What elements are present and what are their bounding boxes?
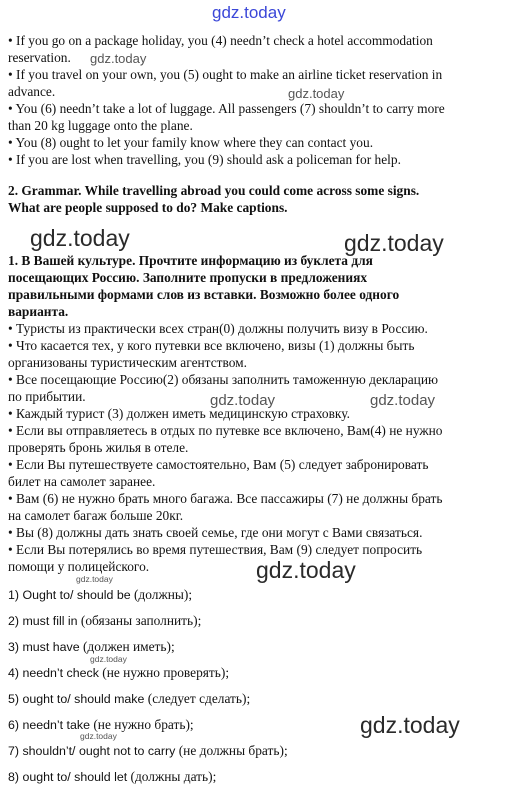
watermark: gdz.today [90, 51, 147, 66]
ru-heading: 1. В Вашей культуре. Прочтите информацию из буклета для [8, 253, 373, 268]
watermark: gdz.today [360, 712, 460, 738]
answer-ru: (не должны брать); [175, 743, 288, 758]
top-item-line: • You (6) needn’t take a lot of luggage. All passengers (7) shouldn’t to carry more [8, 101, 445, 116]
top-item-line: reservation. [8, 50, 71, 65]
watermark-top: gdz.today [212, 3, 286, 22]
watermark: gdz.today [80, 731, 117, 741]
watermark: gdz.today [288, 86, 345, 101]
answer-en: 8) ought to/ should let [8, 770, 128, 784]
ru-item-line: • Вы (8) должны дать знать своей семье, где они могут с Вами связаться. [8, 525, 423, 540]
answer-en: 3) must have [8, 640, 80, 654]
answer-item [8, 690, 250, 708]
top-item-line: • If you travel on your own, you (5) ought to make an airline ticket reservation in [8, 67, 443, 82]
watermark: gdz.today [210, 392, 276, 409]
watermark: gdz.today [370, 392, 436, 409]
answer-en: 7) shouldn’t/ ought not to carry [8, 744, 176, 758]
grammar-heading: 2. Grammar. While travelling abroad you could come across some signs. [8, 183, 420, 198]
ru-item-line: организованы туристическим агентством. [8, 355, 247, 370]
answer-en: 4) needn’t check [8, 666, 99, 680]
top-item-line: • You (8) ought to let your family know where they can contact you. [8, 135, 374, 150]
top-item-line: advance. [8, 84, 56, 99]
answer-ru: (следует сделать); [144, 691, 251, 706]
top-item-line: • If you go on a package holiday, you (4) needn’t check a hotel accommodation [8, 33, 433, 48]
answer-ru: (не нужно проверять); [98, 665, 230, 680]
answer-ru: (должен иметь); [79, 639, 175, 654]
ru-item-line: • Все посещающие Россию(2) обязаны заполнить таможенную декларацию [8, 372, 438, 387]
answer-en: 2) must fill in [8, 614, 78, 628]
top-item-line: than 20 kg luggage onto the plane. [8, 118, 193, 133]
answer-ru: (обязаны заполнить); [77, 613, 202, 628]
answer-item [8, 742, 288, 760]
watermark: gdz.today [90, 654, 127, 664]
ru-item-line: помощи у полицейского. [8, 559, 150, 574]
ru-item-line: проверять бронь жилья в отеле. [8, 440, 189, 455]
answer-item [8, 638, 175, 656]
answer-ru: (должны дать); [127, 769, 217, 784]
answer-ru: (должны); [130, 587, 193, 602]
ru-item-line: по прибытии. [8, 389, 86, 404]
ru-item-line: • Если Вы потерялись во время путешествия, Вам (9) следует попросить [8, 542, 423, 557]
ru-heading: варианта. [8, 304, 69, 319]
ru-item-line: • Если вы отправляетесь в отдых по путевке все включено, Вам(4) не нужно [8, 423, 443, 438]
ru-item-line: • Каждый турист (3) должен иметь медицинскую страховку. [8, 406, 350, 421]
ru-heading: посещающих Россию. Заполните пропуски в предложениях [8, 270, 368, 285]
ru-heading: правильными формами слов из вставки. Возможно более одного [8, 287, 400, 302]
ru-item-line: • Что касается тех, у кого путевки все включено, визы (1) должны быть [8, 338, 415, 353]
grammar-heading: What are people supposed to do? Make captions. [8, 200, 288, 215]
answer-en: 5) ought to/ should make [8, 692, 145, 706]
ru-item-line: • Если Вы путешествуете самостоятельно, Вам (5) следует забронировать [8, 457, 429, 472]
answer-item [8, 768, 216, 786]
answer-en: 6) needn’t take [8, 718, 90, 732]
watermark: gdz.today [30, 225, 130, 251]
watermark: gdz.today [256, 557, 356, 583]
watermark: gdz.today [76, 574, 113, 584]
ru-item-line: • Вам (6) не нужно брать много багажа. Все пассажиры (7) не должны брать [8, 491, 443, 506]
answer-item [8, 612, 201, 630]
answer-item [8, 716, 194, 734]
ru-item-line: на самолет багаж больше 20кг. [8, 508, 184, 523]
answer-en: 1) Ought to/ should be [8, 588, 131, 602]
ru-item-line: • Туристы из практически всех стран(0) должны получить визу в Россию. [8, 321, 428, 336]
answer-ru: (не нужно брать); [89, 717, 194, 732]
watermark: gdz.today [344, 230, 444, 256]
answer-item [8, 586, 192, 604]
answer-item [8, 664, 229, 682]
top-item-line: • If you are lost when travelling, you (9) should ask a policeman for help. [8, 152, 401, 167]
ru-item-line: билет на самолет заранее. [8, 474, 156, 489]
